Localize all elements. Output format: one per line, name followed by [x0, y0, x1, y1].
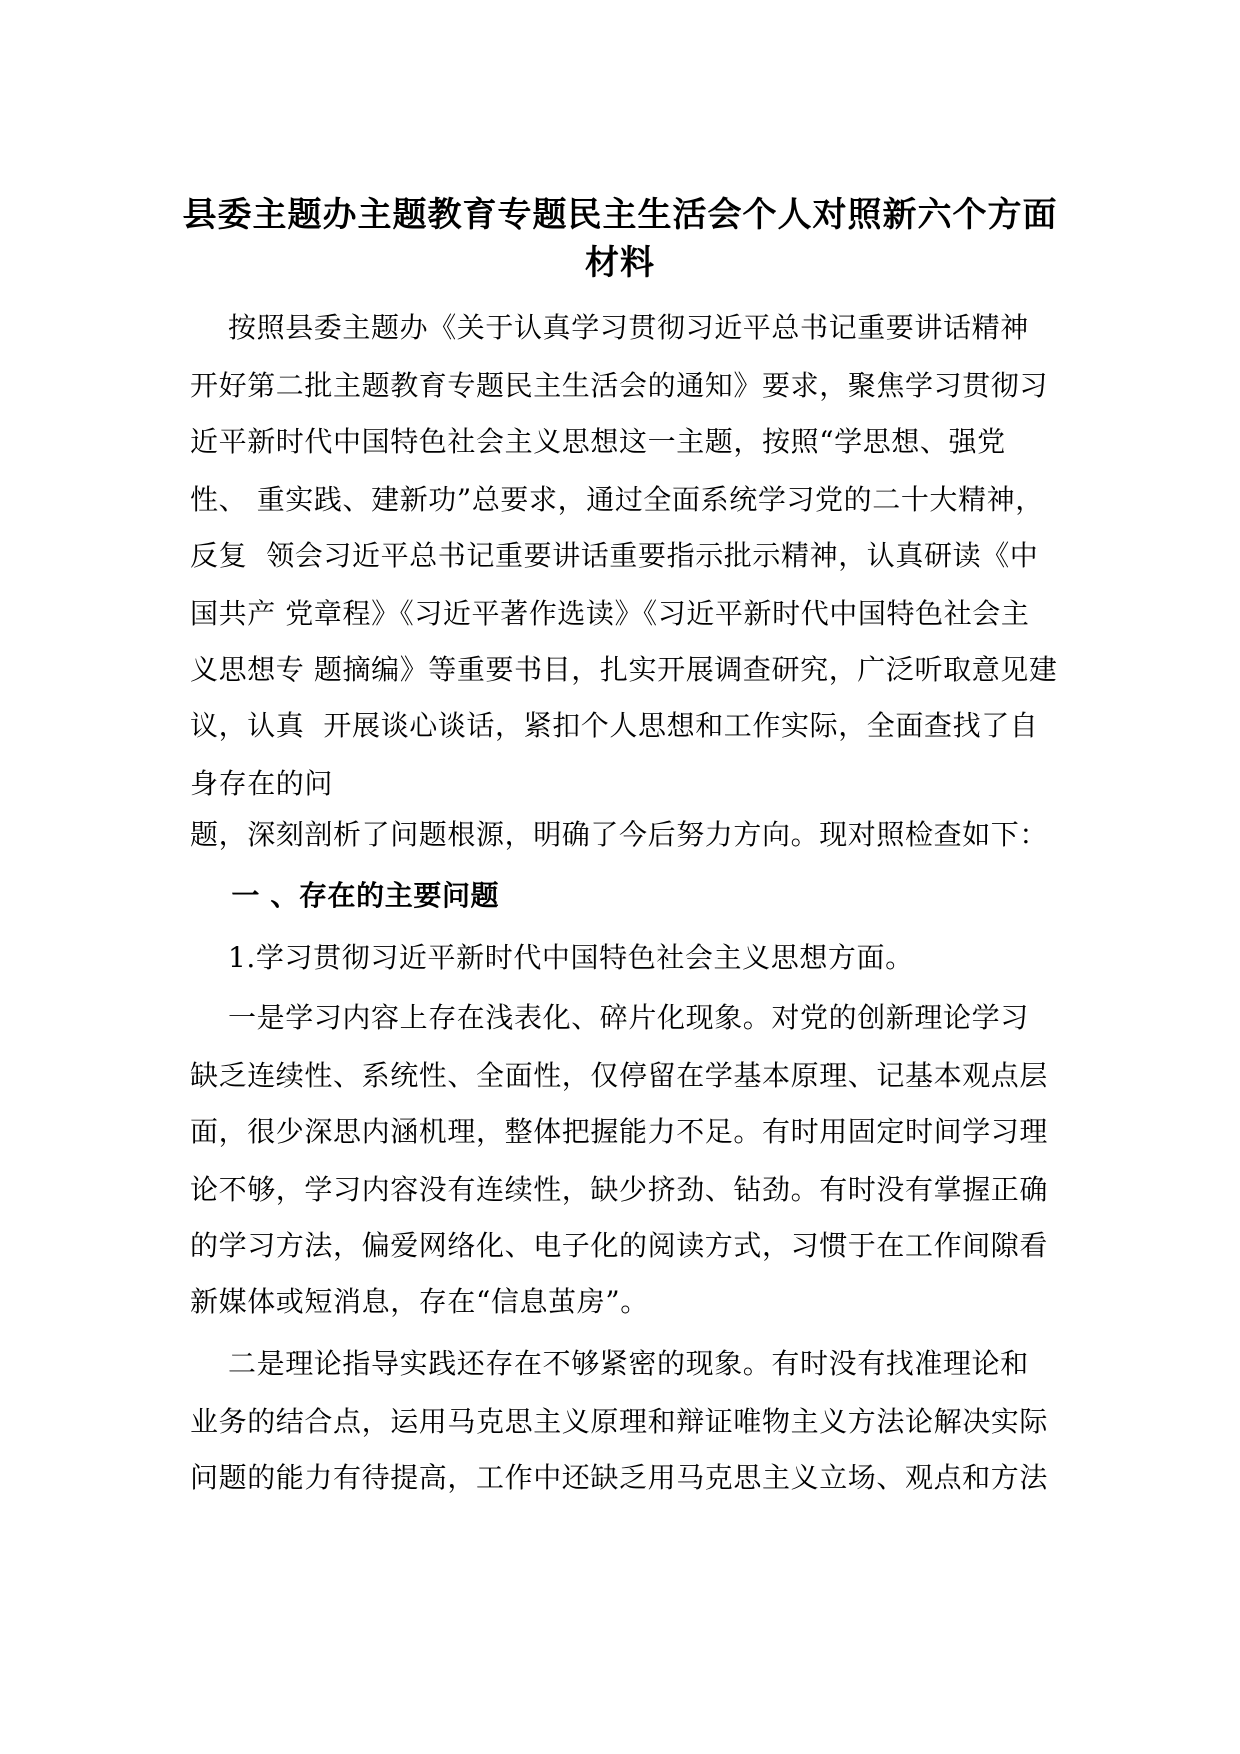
body-line: 题，深刻剖析了问题根源，明确了今后努力方向。现对照检查如下：	[190, 818, 1049, 851]
body-line: 义思想专 题摘编》等重要书目，扎实开展调查研究，广泛听取意见建	[190, 653, 1058, 686]
section-heading: 一 、存在的主要问题	[190, 879, 500, 912]
body-line: 面，很少深思内涵机理，整体把握能力不足。有时用固定时间学习理	[190, 1115, 1049, 1148]
body-line: 性、 重实践、建新功”总要求，通过全面系统学习党的二十大精神，	[190, 483, 1044, 516]
body-line: 论不够，学习内容没有连续性，缺少挤劲、钻劲。有时没有掌握正确	[190, 1173, 1049, 1206]
body-line: 身存在的问	[190, 767, 334, 800]
body-line: 的学习方法，偏爱网络化、电子化的阅读方式，习惯于在工作间隙看	[190, 1229, 1049, 1262]
body-line: 新媒体或短消息，存在“信息茧房”。	[190, 1285, 649, 1318]
document-title-line-2: 材料	[585, 243, 655, 283]
body-line: 议，认真 开展谈心谈话，紧扣个人思想和工作实际，全面查找了自	[190, 709, 1039, 742]
body-line: 近平新时代中国特色社会主义思想这一主题，按照“学思想、强党	[190, 425, 1006, 458]
document-title-line-1: 县委主题办主题教育专题民主生活会个人对照新六个方面	[182, 195, 1058, 235]
body-line: 缺乏连续性、系统性、全面性，仅停留在学基本原理、记基本观点层	[190, 1059, 1049, 1092]
body-line: 开好第二批主题教育专题民主生活会的通知》要求，聚焦学习贯彻习	[190, 369, 1049, 402]
body-line: 问题的能力有待提高，工作中还缺乏用马克思主义立场、观点和方法	[190, 1461, 1049, 1494]
body-line: 一是学习内容上存在浅表化、碎片化现象。对党的创新理论学习	[190, 1001, 1029, 1034]
subsection-heading: 1.学习贯彻习近平新时代中国特色社会主义思想方面。	[190, 941, 914, 974]
body-line: 国共产 党章程》《习近平著作选读》《习近平新时代中国特色社会主	[190, 597, 1030, 630]
body-line: 按照县委主题办《关于认真学习贯彻习近平总书记重要讲话精神	[190, 311, 1029, 344]
body-line: 业务的结合点，运用马克思主义原理和辩证唯物主义方法论解决实际	[190, 1405, 1049, 1438]
body-line: 二是理论指导实践还存在不够紧密的现象。有时没有找准理论和	[190, 1347, 1029, 1380]
body-line: 反复 领会习近平总书记重要讲话重要指示批示精神，认真研读《中	[190, 539, 1039, 572]
